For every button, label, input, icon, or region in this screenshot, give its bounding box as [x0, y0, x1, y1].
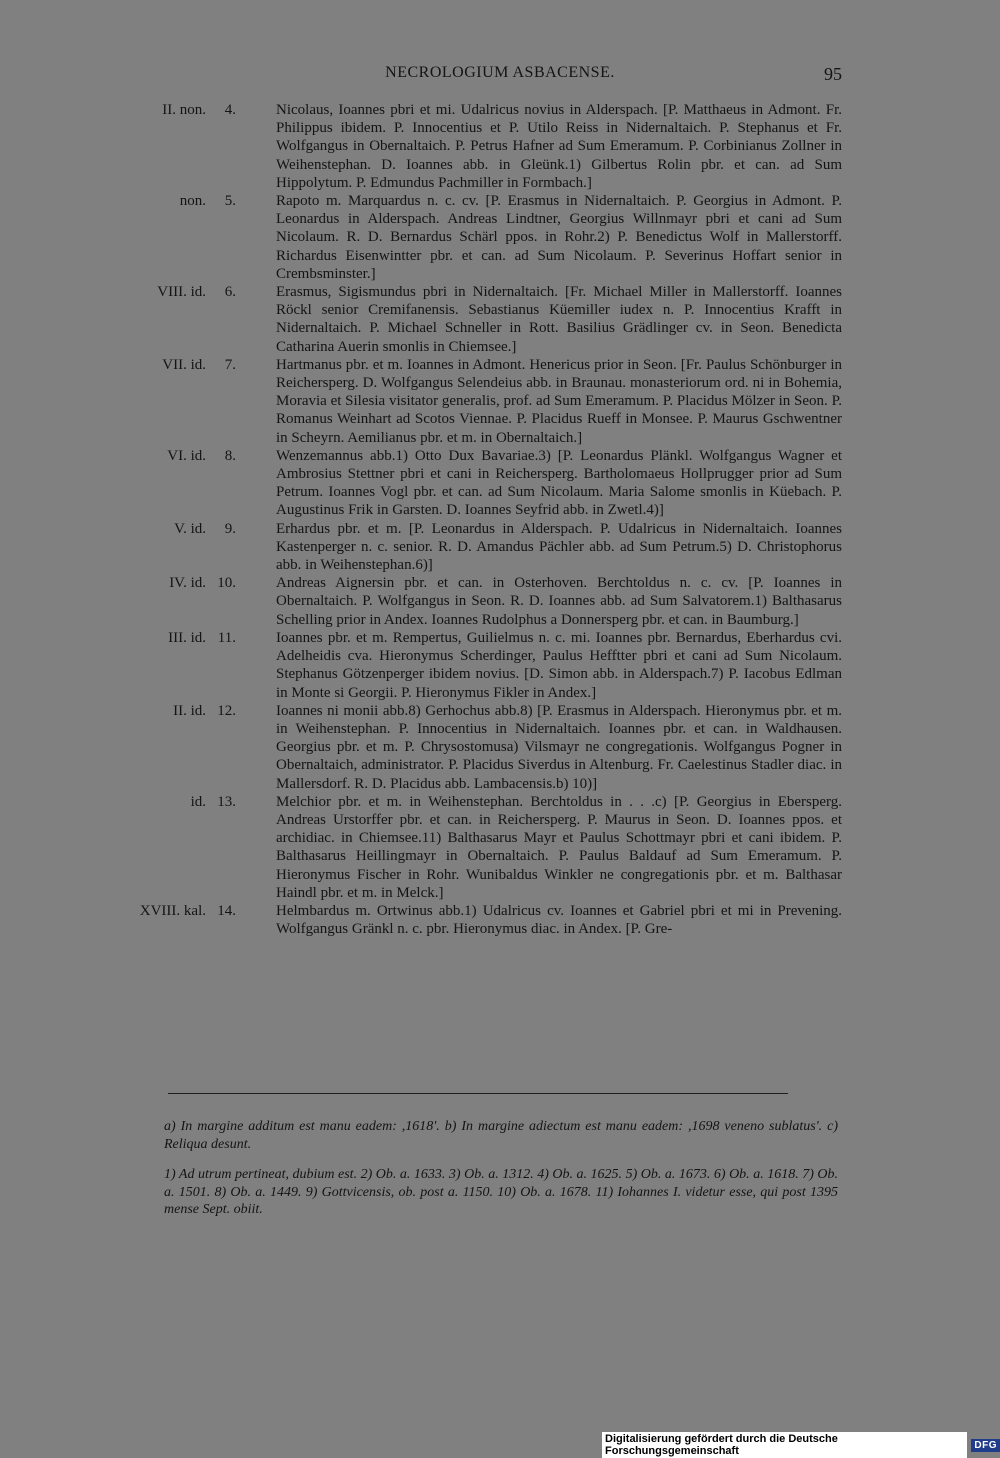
necrology-entries — [100, 101, 842, 938]
entry-text: Wenzemannus abb.1) Otto Dux Bavariae.3) [P. Leonardus Plänkl. Wolfgangus Wagner et Ambrosius Stettner pbri et cani in Reichersperg. Bartholomaeus Hollprugger prior ad Sum Petrum. Ioannes Vogl pbr. et can. ad Sum Nicolaum. Maria Salome smonlis in Küebach. P. Augustinus Frik in Garsten. D. Ioannes Seyfrid abb. in Zwetl.4)] — [276, 447, 842, 519]
entry-text: Melchior pbr. et m. in Weihenstephan. Berchtoldus in . . .c) [P. Georgius in Ebersperg. Andreas Urstorffer pbr. et can. in Reichersperg. P. Maurus in Seon. D. Ioannes ppos. et archidiac. in Chiemsee.11) Balthasarus Mayr et Paulus Schottmayr pbri et cani ibidem. P. Balthasarus Heillingmayr in Obernaltaich. P. Paulus Baldauf ad Sum Emeramum. P. Hieronymus Fischer in Rohr. Wunibaldus Winkler ne congregationis pbr. et m. Balthasar Haindl pbr. et m. in Melck.] — [276, 793, 842, 901]
numbered-footnotes: 1) Ad utrum pertineat, dubium est. 2) Ob. a. 1633. 3) Ob. a. 1312. 4) Ob. a. 1625. 5) Ob. a. 1673. 6) Ob. a. 1618. 7) Ob. a. 1501. 8) Ob. a. 1449. 9) Gottvicensis, ob. post a. 1150. 10) Ob. a. 1678. 11) Iohannes I. videtur esse, qui post 1395 mense Sept. obiit. — [164, 1167, 838, 1217]
entry-number: 7. — [224, 356, 236, 373]
entry-date: non. — [179, 193, 206, 210]
entry-date: II. id. — [173, 702, 206, 719]
entry-8 — [100, 447, 842, 520]
entry-6 — [100, 283, 842, 356]
entry-number: 11. — [217, 629, 236, 646]
entry-13 — [100, 793, 842, 902]
entry-10 — [100, 574, 842, 629]
entry-date: II. non. — [162, 102, 206, 118]
entry-text: Erhardus pbr. et m. [P. Leonardus in Alderspach. P. Udalricus in Nidernaltaich. Ioannes Kastenperger n. c. senior. R. D. Amandus Pächler abb. ad Sum Petrum.5) D. Christophorus abb. in Weihenstephan.6)] — [276, 520, 842, 574]
funding-text: Digitalisierung gefördert durch die Deutsche Forschungsgemeinschaft — [602, 1432, 967, 1458]
entry-text: Erasmus, Sigismundus pbri in Nidernaltaich. [Fr. Michael Miller in Mallerstorff. Ioannes Röckl senior Cremifanensis. Sebastianus Küemiller iudex n. P. Innocentius Krafft in Nidernaltaich. P. Michael Schneller in Rott. Basilius Grädlinger cv. in Seon. Benedicta Catharina Auerin smonlis in Chiemsee.] — [276, 284, 842, 355]
entry-text: Hartmanus pbr. et m. Ioannes in Admont. Henericus prior in Seon. [Fr. Paulus Schönburger in Reichersperg. D. Wolfgangus Selendeius abb. in Braunau. monasteriorum ord. ni in Bohemia, Moravia et Silesia visitator generalis, prof. ad Sum Emeramum. P. Placidus Mölzer in Seon. P. Romanus Weinhart ad Scotos Viennae. P. Placidus Rueff in Monsee. P. Maurus Gschwentner in Scheyrn. Aemilianus pbr. et m. in Obernaltaich.] — [276, 356, 842, 446]
entry-number: 13. — [217, 793, 236, 810]
entry-7 — [100, 356, 842, 447]
entry-date: id. — [190, 793, 206, 810]
entry-date: XVIII. kal. — [139, 902, 206, 919]
entry-9 — [100, 520, 842, 575]
entry-number: 6. — [224, 284, 236, 301]
entry-text: Andreas Aignersin pbr. et can. in Osterhoven. Berchtoldus n. c. cv. [P. Ioannes in Obernaltaich. P. Wolfgangus in Seon. R. D. Ioannes abb. ad Sum Salvatorem.1) Balthasarus Schelling prior in Andex. Ioannes Rudolphus a Donnersperg pbr. et can. in Baumburg.] — [276, 575, 842, 628]
entry-date: V. id. — [174, 520, 206, 537]
entry-date: III. id. — [168, 629, 206, 646]
entry-number: 5. — [224, 193, 236, 210]
page-number: 95 — [824, 64, 842, 84]
entry-text: Rapoto m. Marquardus n. c. cv. [P. Erasmus in Nidernaltaich. P. Georgius in Admont. P. Leonardus in Alderspach. Andreas Lindtner, Georgius Willnmayr pbri et cani ad Sum Nicolaum. R. D. Bernardus Schärl ppos. in Rohr.2) P. Benedictus Wolf in Mallerstorff. Richardus Eisenwintter pbr. et can. ad Sum Nicolaum. P. Severinus Hoffart senior in Crembsminster.] — [276, 193, 842, 282]
entry-number: 14. — [217, 902, 236, 919]
entry-date: IV. id. — [169, 575, 206, 592]
letter-footnotes: a) In margine additum est manu eadem: ,1618'. b) In margine adiectum est manu eadem: ,1698 veneno sublatus'. c) Reliqua desunt. — [164, 1119, 838, 1152]
entry-11 — [100, 629, 842, 702]
entry-12 — [100, 702, 842, 793]
entry-14 — [100, 902, 842, 938]
entry-4 — [100, 101, 842, 192]
entry-date: VII. id. — [162, 356, 206, 373]
entry-number: 12. — [217, 702, 236, 719]
footnote-divider — [168, 1093, 788, 1094]
entry-number: 8. — [224, 447, 236, 464]
entry-number: 9. — [224, 520, 236, 537]
entry-number: 10. — [217, 575, 236, 592]
entry-date: VIII. id. — [157, 284, 206, 301]
entry-date: VI. id. — [167, 447, 206, 464]
entry-text: Ioannes pbr. et m. Rempertus, Guilielmus n. c. mi. Ioannes pbr. Bernardus, Eberhardus cvi. Adelheidis cva. Hieronymus Scherdinger, Paulus Hefftter pbri et cani ad Sum Nicolaum. Stephanus Götzenperger ibidem novius. [D. Simon abb. in Alderspach.7) P. Iacobus Edlman in Monte si Georgii. P. Hieronymus Fikler in Andex.] — [276, 629, 842, 701]
funding-footer — [602, 1433, 1000, 1457]
entry-5 — [100, 192, 842, 283]
entry-text: Helmbardus m. Ortwinus abb.1) Udalricus cv. Ioannes et Gabriel pbri et mi in Prevening. Wolfgangus Gränkl n. c. pbr. Hieronymus diac. in Andex. [P. Gre- — [276, 902, 842, 938]
entry-number: 4. — [224, 102, 236, 118]
entry-text: Ioannes ni monii abb.8) Gerhochus abb.8) [P. Erasmus in Alderspach. Hieronymus pbr. et m. in Weihenstephan. P. Innocentius in Nidernaltaich. Ioannes pbr. et can. in Waldhausen. Georgius pbr. et m. P. Chrysostomusa) Vilsmayr ne congregationis. Wolfgangus Pogner in Obernaltaich, administrator. P. Placidus Siverdus in Altenburg. Fr. Caelestinus Stadler diac. in Mallersdorf. R. D. Placidus abb. Lambacensis.b) 10)] — [276, 702, 842, 792]
dfg-logo: DFG — [971, 1439, 1000, 1452]
page-title: NECROLOGIUM ASBACENSE. — [385, 64, 615, 81]
entry-text: Nicolaus, Ioannes pbri et mi. Udalricus novius in Alderspach. [P. Matthaeus in Admont. Fr. Philippus ibidem. P. Innocentius et P. Utilo Reiss in Nidernaltaich. P. Stephanus et Fr. Wolfgangus in Obernaltaich. P. Petrus Hafner ad Sum Emeramum. P. Corbinianus Zollner in Weihenstephan. D. Ioannes abb. in Gleünk.1) Gilbertus Rolin pbr. et can. ad Sum Hippolytum. P. Edmundus Pachmiller in Formbach.] — [276, 102, 842, 191]
